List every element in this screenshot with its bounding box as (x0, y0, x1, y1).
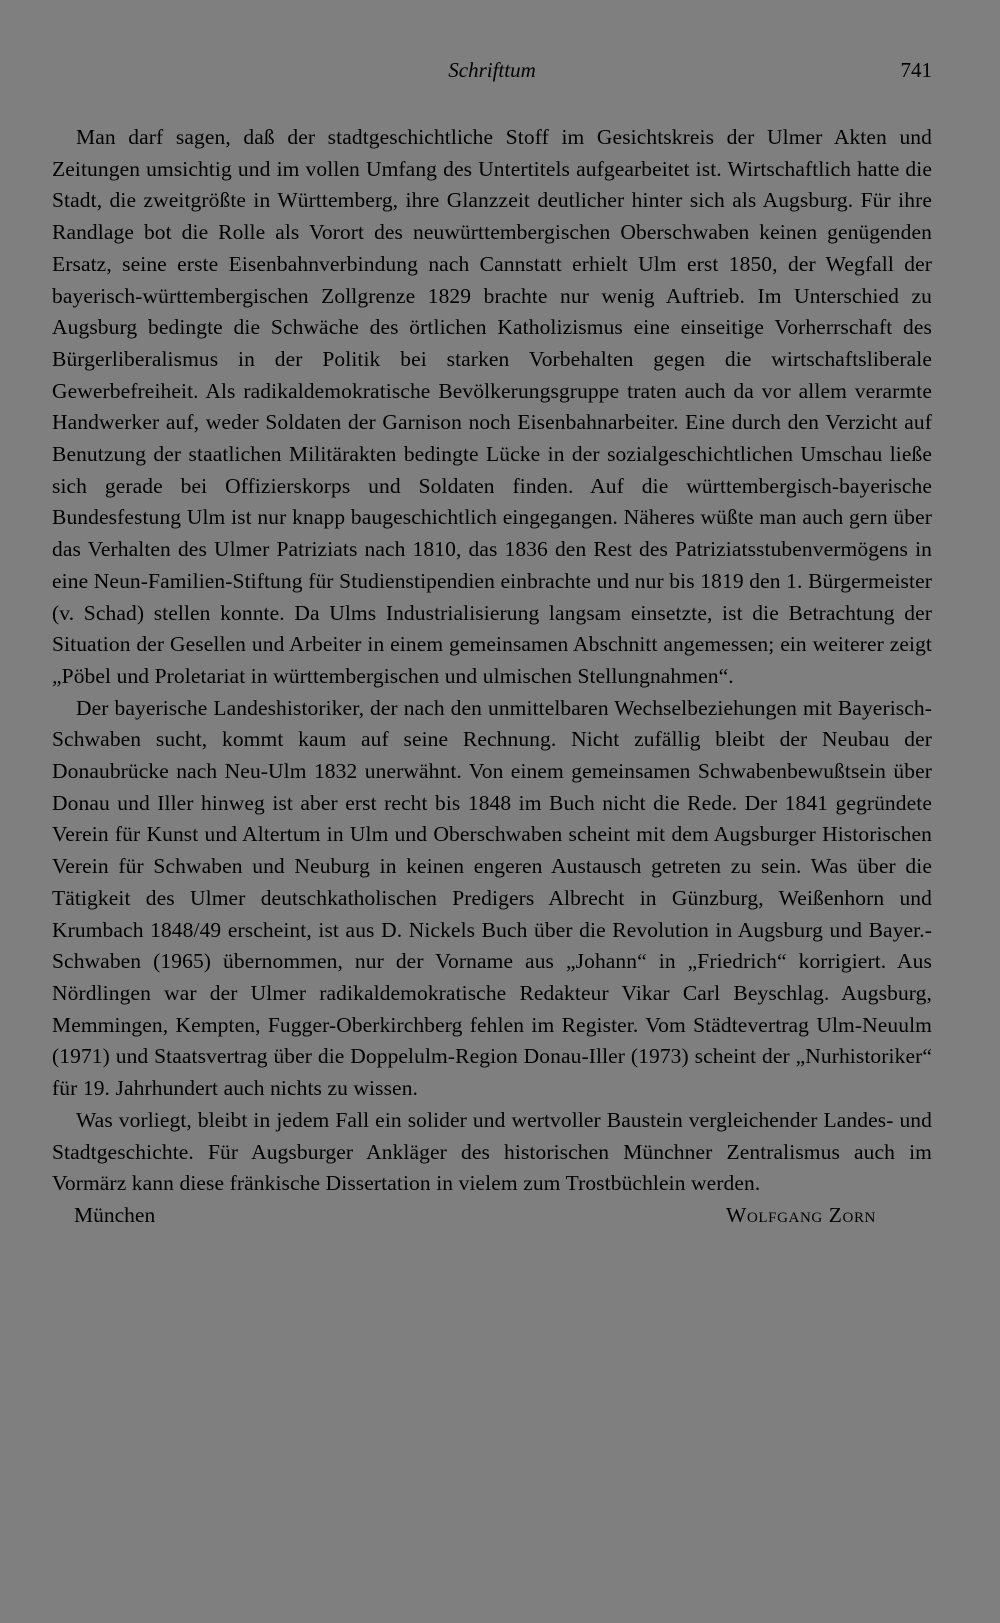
paragraph: Der bayerische Landeshistoriker, der nach den unmittelbaren Wechselbeziehungen mit Bayerisch-Schwaben sucht, kommt kaum auf seine Rechnung. Nicht zufällig bleibt der Neubau der Donaubrücke nach Neu-Ulm 1832 unerwähnt. Von einem gemeinsamen Schwabenbewußtsein über Donau und Iller hinweg ist aber erst recht bis 1848 im Buch nicht die Rede. Der 1841 gegründete Verein für Kunst und Altertum in Ulm und Oberschwaben scheint mit dem Augsburger Historischen Verein für Schwaben und Neuburg in keinen engeren Austausch getreten zu sein. Was über die Tätigkeit des Ulmer deutschkatholischen Predigers Albrecht in Günzburg, Weißenhorn und Krumbach 1848/49 erscheint, ist aus D. Nickels Buch über die Revolution in Augsburg und Bayer.-Schwaben (1965) übernommen, nur der Vorname aus „Johann“ in „Friedrich“ korrigiert. Aus Nördlingen war der Ulmer radikaldemokratische Redakteur Vikar Carl Beyschlag. Augsburg, Memmingen, Kempten, Fugger-Oberkirchberg fehlen im Register. Vom Städtevertrag Ulm-Neuulm (1971) und Staatsvertrag über die Doppelulm-Region Donau-Iller (1973) scheint der „Nurhistoriker“ für 19. Jahrhundert auch nichts zu wissen. (52, 695, 932, 1101)
running-title: Schrifttum (448, 58, 536, 82)
signature-author: Wolfgang Zorn (726, 1202, 876, 1227)
paragraph: Man darf sagen, daß der stadtgeschichtliche Stoff im Gesichtskreis der Ulmer Akten und Zeitungen umsichtig und im vollen Umfang des Untertitels aufgearbeitet ist. Wirtschaftlich hatte die Stadt, die zweitgrößte in Württemberg, ihre Glanzzeit deutlicher hinter sich als Augsburg. Für ihre Randlage bot die Rolle als Vorort des neuwürttembergischen Oberschwaben keinen genügenden Ersatz, seine erste Eisenbahnverbindung nach Cannstatt erhielt Ulm erst 1850, der Wegfall der bayerisch-württembergischen Zollgrenze 1829 brachte nur wenig Auftrieb. Im Unterschied zu Augsburg bedingte die Schwäche des örtlichen Katholizismus eine einseitige Vorherrschaft des Bürgerliberalismus in der Politik bei starken Vorbehalten gegen die wirtschaftsliberale Gewerbefreiheit. Als radikaldemokratische Bevölkerungsgruppe traten auch da vor allem verarmte Handwerker auf, weder Soldaten der Garnison noch Eisenbahnarbeiter. Eine durch den Verzicht auf Benutzung der staatlichen Militärakten bedingte Lücke in der sozialgeschichtlichen Umschau ließe sich gerade bei Offizierskorps und Soldaten finden. Auf die württembergisch-bayerische Bundesfestung Ulm ist nur knapp baugeschichtlich eingegangen. Näheres wüßte man auch gern über das Verhalten des Ulmer Patriziats nach 1810, das 1836 den Rest des Patriziatsstubenvermögens in eine Neun-Familien-Stiftung für Studienstipendien einbrachte und nur bis 1819 den 1. Bürgermeister (v. Schad) stellen konnte. Da Ulms Industrialisierung langsam einsetzte, ist die Betrachtung der Situation der Gesellen und Arbeiter in einem gemeinsamen Abschnitt angemessen; ein weiterer zeigt „Pöbel und Proletariat in württembergischen und ulmischen Stellungnahmen“. (52, 125, 932, 688)
running-header (52, 52, 932, 90)
paragraph: Was vorliegt, bleibt in jedem Fall ein solider und wertvoller Baustein vergleichender Landes- und Stadtgeschichte. Für Augsburger Ankläger des historischen Münchner Zentralismus auch im Vormärz kann diese fränkische Dissertation in vielem zum Trostbüchlein werden. (52, 1107, 932, 1196)
signature-place: München (74, 1202, 156, 1227)
document-page (52, 52, 932, 1232)
signature-line (52, 1200, 932, 1232)
review-text (52, 122, 932, 1200)
page-number: 741 (900, 58, 932, 82)
